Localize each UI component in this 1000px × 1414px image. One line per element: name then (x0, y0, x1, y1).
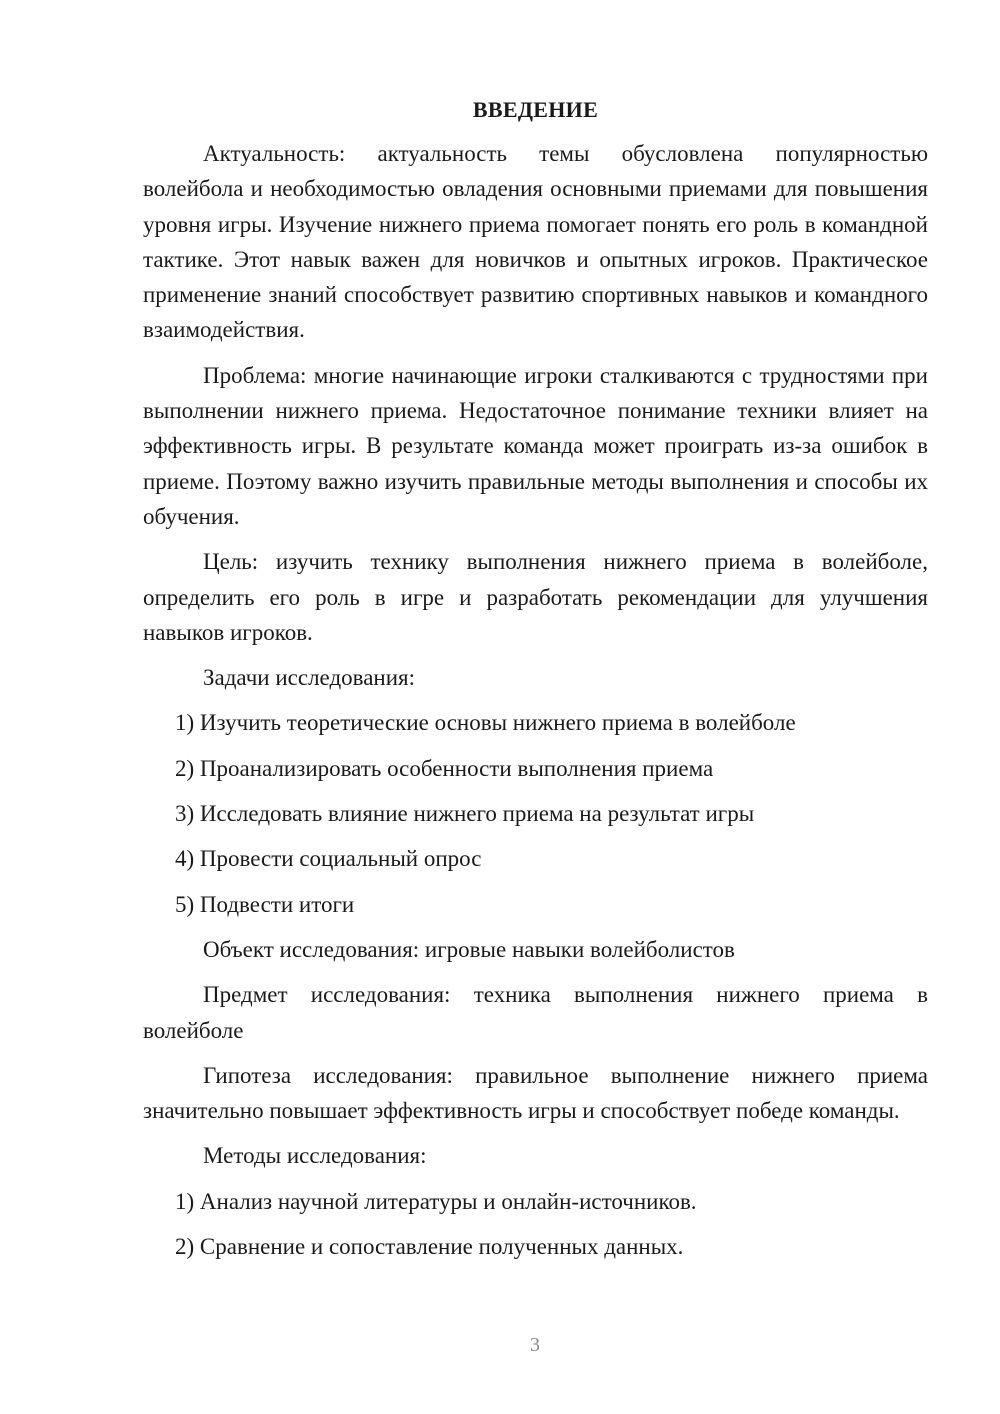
problem-paragraph: Проблема: многие начинающие игроки сталкиваются с трудностями при выполнении нижнего приема. Недостаточное понимание техники влияет на эффективность игры. В результате команда может проиграть из-за ошибок в приеме. Поэтому важно изучить правильные методы выполнения и способы их обучения. (143, 362, 928, 529)
task-item-3: 3) Исследовать влияние нижнего приема на результат игры (175, 801, 755, 827)
section-title: ВВЕДЕНИЕ (472, 97, 599, 122)
page-number: 3 (530, 1334, 540, 1356)
relevance-paragraph: Актуальность: актуальность темы обусловлена популярностью волейбола и необходимостью овладения основными приемами для повышения уровня игры. Изучение нижнего приема помогает понять его роль в командной тактике. Этот навык важен для новичков и опытных игроков. Практическое применение знаний способствует развитию спортивных навыков и командного взаимодействия. (143, 141, 928, 343)
methods-heading: Методы исследования: (203, 1143, 427, 1169)
task-item-4: 4) Провести социальный опрос (175, 846, 482, 872)
method-item-2: 2) Сравнение и сопоставление полученных данных. (175, 1234, 684, 1260)
tasks-heading: Задачи исследования: (203, 665, 416, 691)
goal-paragraph: Цель: изучить технику выполнения нижнего приема в волейболе, определить его роль в игре и разработать рекомендации для улучшения навыков игроков. (143, 549, 928, 645)
method-item-1: 1) Анализ научной литературы и онлайн-источников. (175, 1188, 697, 1214)
subject-paragraph: Предмет исследования: техника выполнения нижнего приема в волейболе (143, 982, 928, 1043)
task-item-1: 1) Изучить теоретические основы нижнего приема в волейболе (175, 710, 796, 736)
page-content (143, 95, 928, 1274)
hypothesis-paragraph: Гипотеза исследования: правильное выполнение нижнего приема значительно повышает эффективность игры и способствует победе команды. (143, 1062, 928, 1124)
task-item-5: 5) Подвести итоги (175, 891, 355, 917)
task-item-2: 2) Проанализировать особенности выполнения приема (175, 755, 714, 781)
object-paragraph: Объект исследования: игровые навыки волейболистов (203, 936, 735, 962)
